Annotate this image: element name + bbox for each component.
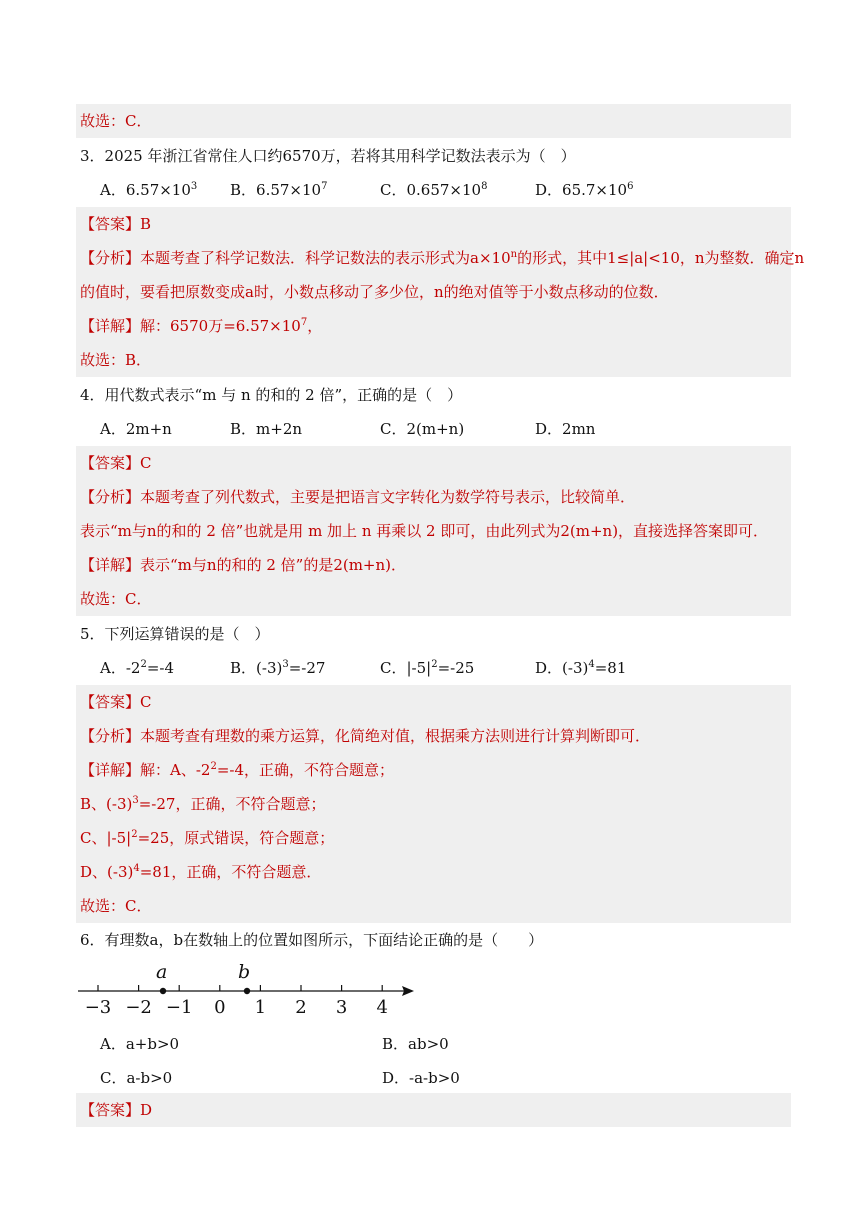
- q3-analysis-line-1: 【分析】本题考查了科学记数法．科学记数法的表示形式为$a\times 10^n$的形式，其中1≤|a|<10，n为整数．确定n: [76, 241, 791, 275]
- q6-option-d[interactable]: D．-a-b>0: [382, 1069, 460, 1087]
- q6-answer: 【答案】D: [76, 1093, 791, 1127]
- q3-detail: 【详解】解：6570万$=6.57\times 10^7$，: [76, 309, 791, 343]
- number-line-tick-labels: [85, 997, 388, 1018]
- q3-option-b[interactable]: B．$6.57\times 10^7$: [230, 181, 328, 199]
- point-a-label: a: [156, 961, 168, 983]
- number-line-figure: [76, 960, 416, 1020]
- q6-option-b[interactable]: B．ab>0: [382, 1035, 449, 1053]
- q5-stem: 5．下列运算错误的是（ ）: [80, 625, 270, 643]
- q3-answer: 【答案】B: [76, 207, 791, 241]
- q6-option-a[interactable]: A．a+b>0: [100, 1035, 180, 1053]
- q4-option-c[interactable]: C．2(m+n): [380, 420, 465, 438]
- q3-option-d[interactable]: D．$65.7\times 10^6$: [535, 181, 634, 199]
- q4-choice: 故选：C．: [76, 582, 791, 616]
- q5-detail-line-4: D、$(-3)^4=81$，正确，不符合题意．: [76, 855, 791, 889]
- number-line-ticks: [98, 985, 382, 991]
- q6-stem: 6．有理数a，b在数轴上的位置如图所示，下面结论正确的是（ ）: [80, 931, 544, 949]
- q3-option-c[interactable]: C．$0.657\times 10^8$: [380, 181, 488, 199]
- q4-analysis-line-1: 【分析】本题考查了列代数式，主要是把语言文字转化为数学符号表示，比较简单．: [76, 480, 791, 514]
- q5-option-d[interactable]: D．$(-3)^4=81$: [535, 659, 627, 677]
- number-line-tick-label: −1: [165, 997, 193, 1018]
- q4-option-b[interactable]: B．m+2n: [230, 420, 303, 438]
- number-line-tick-label: 2: [295, 997, 307, 1018]
- number-line-tick-label: 1: [254, 997, 267, 1018]
- q5-analysis: 【分析】本题考查有理数的乘方运算，化简绝对值，根据乘方法则进行计算判断即可．: [76, 719, 791, 753]
- q5-option-b[interactable]: B．$(-3)^3=-27$: [230, 659, 326, 677]
- q3-option-a[interactable]: A．$6.57\times 10^3$: [100, 181, 198, 199]
- point-b-label: b: [238, 961, 251, 983]
- q3-analysis-line-2: 的值时，要看把原数变成a时，小数点移动了多少位，n的绝对值等于小数点移动的位数．: [76, 275, 791, 309]
- q2-choice: 故选：C．: [76, 104, 791, 138]
- q5-choice: 故选：C．: [76, 889, 791, 923]
- q5-option-a[interactable]: A．$-2^2=-4$: [100, 659, 175, 677]
- q4-stem: 4．用代数式表示“m 与 n 的和的 2 倍”，正确的是（ ）: [80, 386, 463, 404]
- q5-answer: 【答案】C: [76, 685, 791, 719]
- q5-detail-line-2: B、$(-3)^3=-27$，正确，不符合题意；: [76, 787, 791, 821]
- number-line-tick-label: −2: [125, 997, 152, 1018]
- q4-answer: 【答案】C: [76, 446, 791, 480]
- q5-detail-line-1: 【详解】解：A、$-2^2=-4$，正确，不符合题意；: [76, 753, 791, 787]
- q4-option-a[interactable]: A．2m+n: [100, 420, 172, 438]
- q6-option-c[interactable]: C．a-b>0: [100, 1069, 173, 1087]
- q5-option-c[interactable]: C．$|-5|^2=-25$: [380, 659, 475, 677]
- point-b-dot: [244, 988, 250, 994]
- q4-option-d[interactable]: D．2mn: [535, 420, 596, 438]
- point-a-dot: [160, 988, 166, 994]
- q4-analysis-line-2: 表示“m与n的和的 2 倍”也就是用 m 加上 n 再乘以 2 即可，由此列式为2(m+n)，直接选择答案即可．: [76, 514, 791, 548]
- number-line-tick-label: 3: [335, 997, 348, 1018]
- number-line-tick-label: 4: [376, 997, 388, 1018]
- q3-stem: 3．2025 年浙江省常住人口约6570万，若将其用科学记数法表示为（ ）: [80, 147, 576, 165]
- q4-detail: 【详解】表示“m与n的和的 2 倍”的是2(m+n)．: [76, 548, 791, 582]
- number-line-tick-label: 0: [214, 997, 226, 1018]
- q5-detail-line-3: C、$|-5|^2=25$，原式错误，符合题意；: [76, 821, 791, 855]
- q3-choice: 故选：B．: [76, 343, 791, 377]
- number-line-tick-label: −3: [84, 997, 112, 1018]
